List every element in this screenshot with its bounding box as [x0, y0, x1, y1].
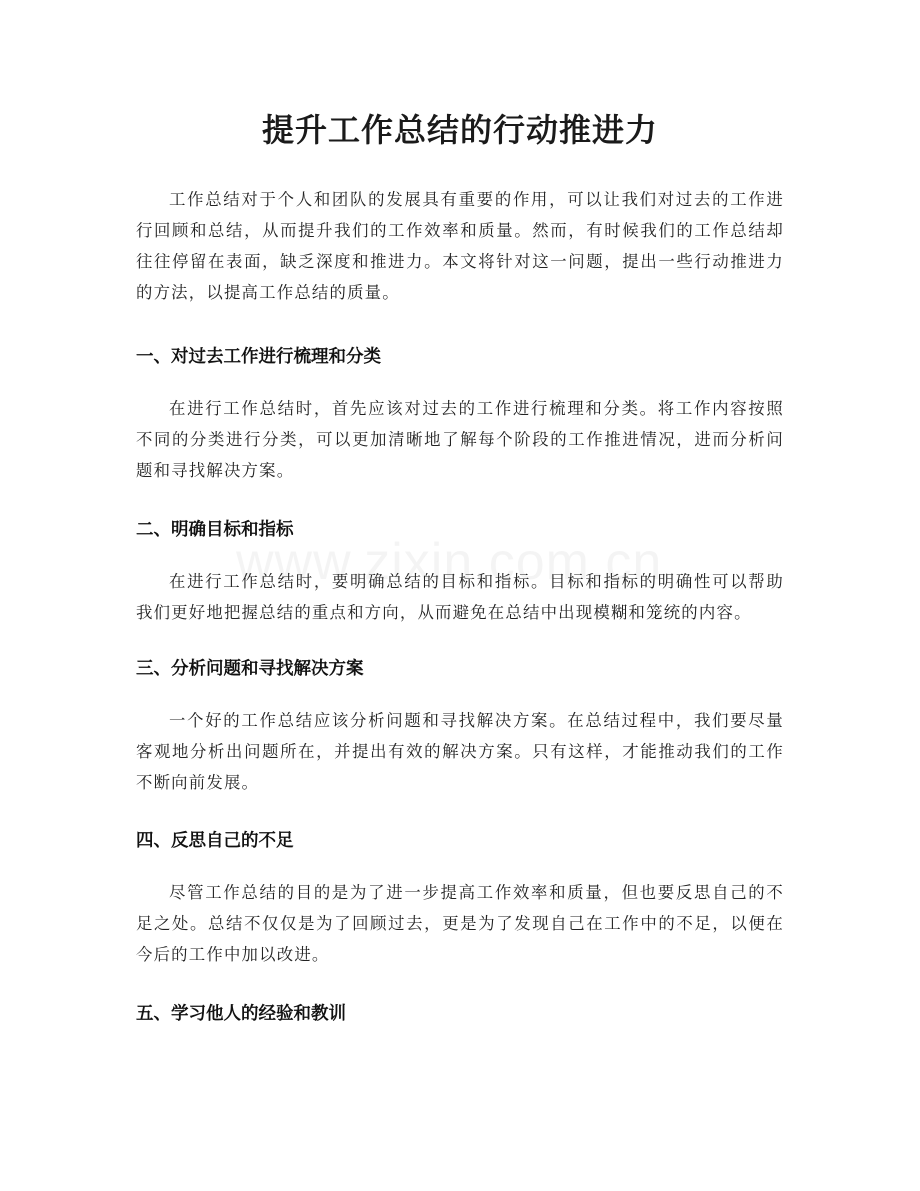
- section-1: [136, 344, 784, 370]
- section-1-body: [136, 393, 784, 486]
- document-title: 提升工作总结的行动推进力: [261, 111, 658, 149]
- section-paragraph: 一个好的工作总结应该分析问题和寻找解决方案。在总结过程中，我们要尽量客观地分析出问题所在，并提出有效的解决方案。只有这样，才能推动我们的工作不断向前发展。: [136, 711, 784, 792]
- section-3-body: [136, 705, 784, 798]
- intro-block: [136, 184, 784, 308]
- section-paragraph: 在进行工作总结时，首先应该对过去的工作进行梳理和分类。将工作内容按照不同的分类进行分类，可以更加清晰地了解每个阶段的工作推进情况，进而分析问题和寻找解决方案。: [136, 399, 784, 480]
- section-heading: 一、对过去工作进行梳理和分类: [136, 347, 381, 367]
- section-3: [136, 656, 784, 682]
- section-heading: 五、学习他人的经验和教训: [136, 1004, 346, 1024]
- section-4: [136, 828, 784, 854]
- section-5: [136, 1001, 784, 1027]
- section-heading: 四、反思自己的不足: [136, 831, 294, 851]
- section-2: [136, 517, 784, 543]
- intro-paragraph: 工作总结对于个人和团队的发展具有重要的作用，可以让我们对过去的工作进行回顾和总结，从而提升我们的工作效率和质量。然而，有时候我们的工作总结却往往停留在表面，缺乏深度和推进力。本文将针对这一问题，提出一些行动推进力的方法，以提高工作总结的质量。: [136, 190, 784, 302]
- section-2-body: [136, 566, 784, 628]
- section-paragraph: 在进行工作总结时，要明确总结的目标和指标。目标和指标的明确性可以帮助我们更好地把握总结的重点和方向，从而避免在总结中出现模糊和笼统的内容。: [136, 572, 784, 622]
- section-heading: 二、明确目标和指标: [136, 520, 294, 540]
- section-4-body: [136, 877, 784, 970]
- section-heading: 三、分析问题和寻找解决方案: [136, 659, 364, 679]
- section-paragraph: 尽管工作总结的目的是为了进一步提高工作效率和质量，但也要反思自己的不足之处。总结不仅仅是为了回顾过去，更是为了发现自己在工作中的不足，以便在今后的工作中加以改进。: [136, 883, 784, 964]
